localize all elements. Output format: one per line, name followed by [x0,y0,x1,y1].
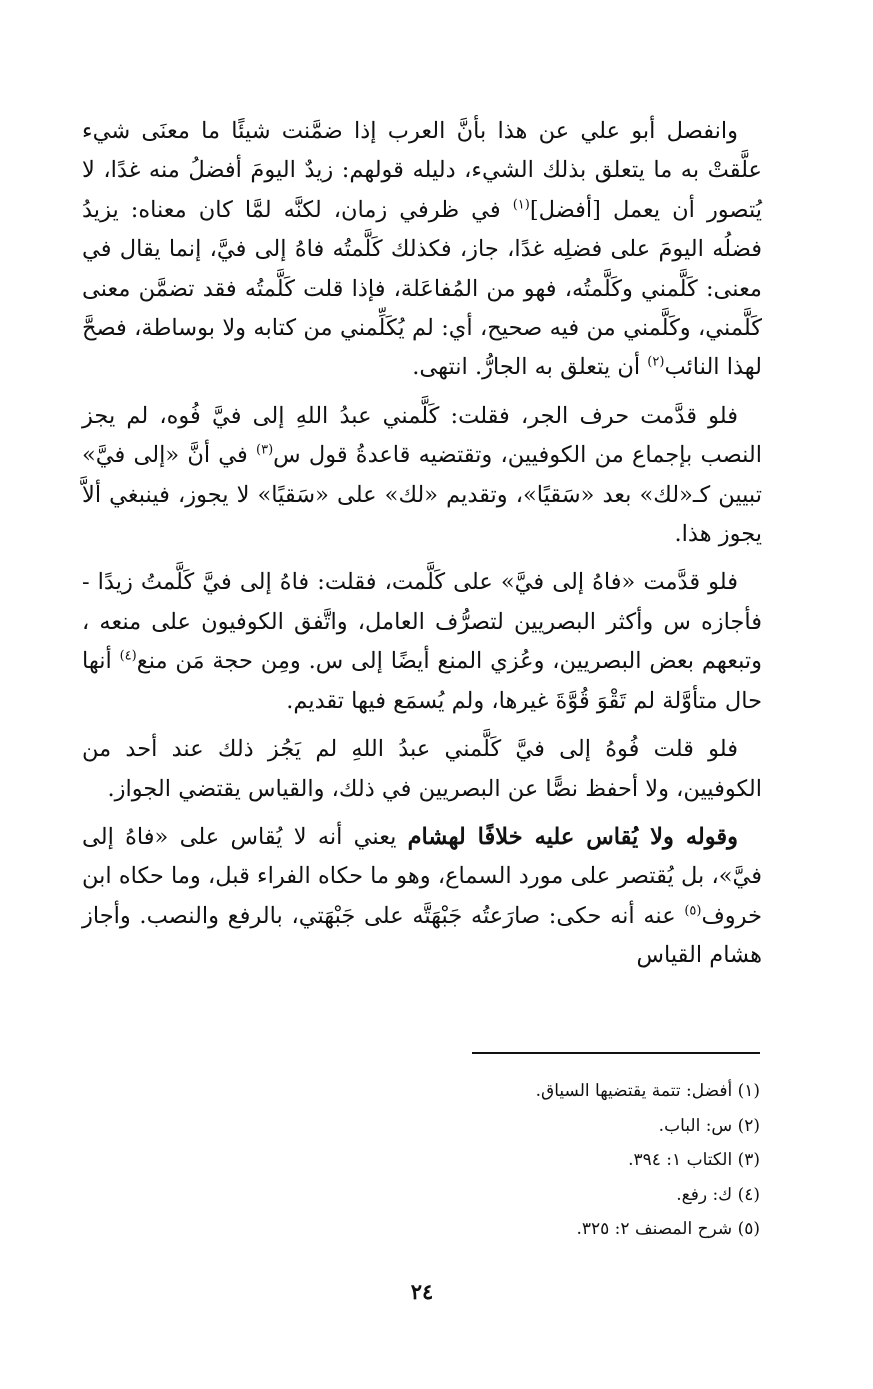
footnote-5: (٥) شرح المصنف ٢: ٣٢٥. [576,1219,760,1239]
footnotes-list [100,1074,760,1247]
footnote-ref-4: (٤) [119,648,137,664]
footnote-ref-5: (٥) [684,903,702,919]
footnote-ref-2: (٢) [647,354,665,370]
footnote-2: (٢) س: الباب. [658,1115,760,1136]
footnote-4: (٤) ك: رفع. [676,1184,760,1205]
paragraph-1-text-a: وانفصل أبو علي عن هذا بأنَّ العرب إذا ضمَّنت شيئًا ما معنَى شيء علَّقتْ به ما يتعلق بذلك الشيء، دليله قولهم: زيدٌ اليومَ أفضلُ منه غدًا، لا يُتصور أن يعمل [أفضل] [82,118,762,223]
paragraph-3 [82,563,762,721]
paragraph-4-text: فلو قلت فُوهُ إلى فيَّ كَلَّمني عبدُ اللهِ لم يَجُز ذلك عند أحد من الكوفيين، ولا أحفظ نصًّا عن البصريين في ذلك، والقياس يقتضي الجواز. [82,736,762,802]
paragraph-3-text-a: فلو قدَّمت «فاهُ إلى فيَّ» على كَلَّمت، فقلت: فاهُ إلى فيَّ كَلَّمتُ زيدًا - فأجازه س وأكثر البصريين لتصرُّف العامل، واتَّفق الكوفيون على منعه ، وتبعهم بعض البصريين، وعُزي المنع أيضًا إلى س. ومِن حجة مَن منع [82,569,762,675]
main-text [82,112,762,976]
page-number: ٢٤ [410,1279,434,1304]
paragraph-2-text-a: فلو قدَّمت حرف الجر، فقلت: كَلَّمني عبدُ اللهِ إلى فيَّ فُوه، لم يجز النصب بإجماع من الكوفيين، وتقتضيه قاعدةُ قول س [82,402,763,469]
paragraph-4 [82,730,762,809]
paragraph-5-text-b: عنه أنه حكى: صارَعتُه جَبْهَتَّه على جَبْهَتي، بالرفع والنصب. وأجاز هشام القياس [82,902,762,969]
paragraph-2-text-b: في أنَّ «إلى فيَّ» تبيين كـ«لك» بعد «سَقيًا»، وتقديم «لك» على «سَقيًا» لا يجوز، فينبغي ألاَّ يجوز هذا. [82,442,762,548]
footnote-ref-3: (٣) [256,442,274,458]
paragraph-1 [82,112,762,388]
footnote-ref-1: (١) [512,197,530,213]
paragraph-1-text-c: أن يتعلق به الجارُّ. انتهى. [412,354,648,381]
paragraph-3-text-b: أنها حال متأوَّلة لم تَقْوَ قُوَّةَ غيرها، ولم يُسمَع فيها تقديم. [82,648,762,714]
paragraph-5-bold-quote: وقوله ولا يُقاس عليه خلافًا لهشام [407,823,738,850]
paragraph-2 [82,397,762,555]
footnote-1: (١) أفضل: تتمة يقتضيها السياق. [535,1081,760,1101]
paragraph-1-text-b: في ظرفي زمان، لكنَّه لمَّا كان معناه: يزيدُ فضلُه اليومَ على فضلِه غدًا، جاز، فكذلك كَلَّمتُه فاهُ إلى فيَّ، إنما يقال في معنى: كَلَّمني وكَلَّمتُه، فهو من المُفاعَلة، فإذا قلت كَلَّمتُه فقد تضمَّن معنى كَلَّمني، وكَلَّمني من فيه صحيح، أي: لم يُكَلِّمني من كتابه ولا بوساطة، فصحَّ لهذا النائب [82,196,762,381]
footnote-3: (٣) الكتاب ١: ٣٩٤. [628,1150,760,1170]
footnote-separator [472,1052,760,1054]
paragraph-5 [82,818,762,976]
book-page [82,112,762,1332]
paragraph-5-text-a: يعني أنه لا يُقاس على «فاهُ إلى فيَّ»، بل يُقتصر على مورد السماع، وهو ما حكاه الفراء قبل، وما حكاه ابن خروف [82,823,762,929]
